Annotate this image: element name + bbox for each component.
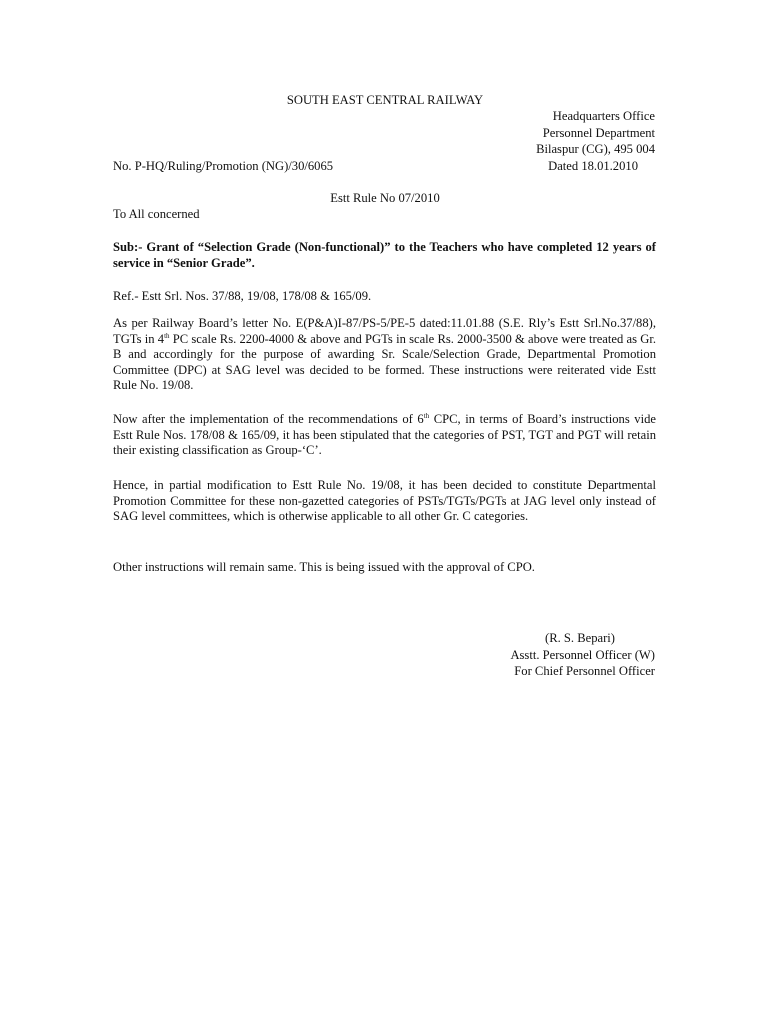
paragraph-2-superscript: th (423, 412, 430, 420)
subject: Sub:- Grant of “Selection Grade (Non-functional)” to the Teachers who have completed 12 years of service in “Senior Grade”. (113, 240, 656, 270)
paragraph-1 (113, 316, 656, 394)
reference-line: Ref.- Estt Srl. Nos. 37/88, 19/08, 178/08 & 165/09. (113, 289, 372, 303)
office-line-3: Bilaspur (CG), 495 004 (536, 142, 655, 156)
addressee: To All concerned (113, 207, 200, 221)
paragraph-2 (113, 412, 656, 459)
paragraph-1-text-a: As per Railway Board’s letter No. E(P&A)I-87/PS-5/PE-5 dated:11.01.88 (S.E. Rly’s Estt Srl.No.37/88), TGTs in 4 (113, 316, 656, 346)
date-line: Dated 18.01.2010 (548, 159, 638, 173)
signatory-designation: Asstt. Personnel Officer (W) (510, 648, 655, 662)
paragraph-1-superscript: th (164, 331, 170, 340)
paragraph-1-text-b: PC scale Rs. 2200-4000 & above and PGTs in scale Rs. 2000-3500 & above were treated as Gr. B and accordingly for the purpose of awarding Sr. Scale/Selection Grade, Departmental Promotion Committee (DPC) at SAG level was decided to be formed. These instructions were reiterated vide Estt Rule No. 19/08. (113, 331, 656, 393)
signatory-name: (R. S. Bepari) (545, 631, 615, 645)
office-line-2: Personnel Department (542, 126, 655, 140)
reference-number: No. P-HQ/Ruling/Promotion (NG)/30/6065 (113, 159, 334, 173)
rule-number: Estt Rule No 07/2010 (330, 191, 440, 205)
office-line-1: Headquarters Office (552, 109, 655, 123)
signatory-for: For Chief Personnel Officer (514, 664, 655, 678)
paragraph-3: Hence, in partial modification to Estt Rule No. 19/08, it has been decided to constitute Departmental Promotion Committee for these non-gazetted categories of PSTs/TGTs/PGTs at JAG level only instead of SAG level committees, which is otherwise applicable to all other Gr. C categories. (113, 478, 656, 524)
paragraph-2-text-b: CPC, in terms of Board’s instructions vide Estt Rule Nos. 178/08 & 165/09, it has been stipulated that the categories of PST, TGT and PGT will retain their existing classification as Group-‘C’. (113, 412, 656, 458)
organization-title: SOUTH EAST CENTRAL RAILWAY (286, 93, 484, 107)
paragraph-4: Other instructions will remain same. This is being issued with the approval of CPO. (113, 560, 535, 574)
paragraph-2-text-a: Now after the implementation of the recommendations of 6 (113, 412, 424, 426)
